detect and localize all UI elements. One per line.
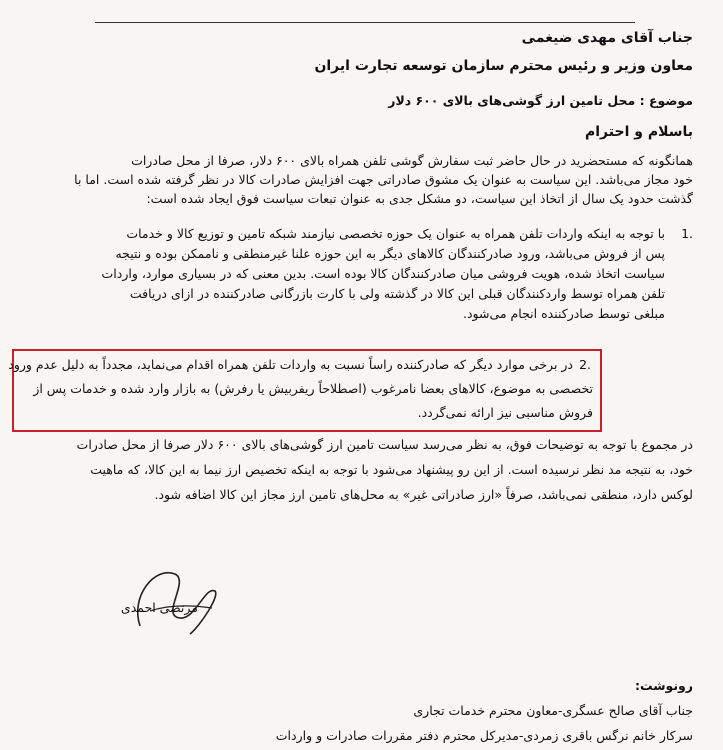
item1-number: 1. [681,226,693,241]
item1-line: با توجه به اینکه واردات تلفن همراه به عنوان یک حوزه تخصصی نیازمند شبکه تامین و توزیع کالا و خدمات [126,226,665,241]
item2-line: تخصصی به موضوع، کالاهای بعضا نامرغوب (اصطلاحاً ریفربیش یا رفرش) به بازار وارد شده و خدمات پس از [33,381,593,396]
top-divider [95,22,635,23]
conclusion-line: خود، به نتیجه مد نظر نرسیده است. از این رو پیشنهاد می‌شود با توجه به اینکه تخصیص ارز نیما به این کالا، که ماهیت [90,462,693,477]
item2-number: 2. [579,357,591,372]
item1-line: سیاست اتخاذ شده، هویت فروشی میان صادرکنندگان کالا بوده است. بدین معنی که در بسیاری موارد، واردات [101,266,665,281]
recipient-position: معاون وزیر و رئیس محترم سازمان توسعه تجارت ایران [314,58,693,74]
cc-label: رونوشت: [634,678,693,693]
item1-line: پس از فروش می‌باشد، ورود صادرکنندگان کالاهای دیگر به این حوزه علنا غیرمنطقی و ناممکن بوده و نتیجه [115,246,665,261]
item1-line: تلفن همراه توسط واردکنندگان قبلی این کالا در گذشته ولی با کارت بازرگانی صادرکننده در ازای دریافت [129,286,665,301]
item2-line: در برخی موارد دیگر که صادرکننده راساً نسبت به واردات تلفن همراه اقدام می‌نماید، مجدداً به دلیل عدم ورود [8,357,573,372]
cc-line: سرکار خانم نرگس باقری زمردی-مدیرکل محترم دفتر مقررات صادرات و واردات [275,728,693,743]
greeting: باسلام و احترام [585,124,693,140]
subject-line: موضوع : محل تامین ارز گوشی‌های بالای ۶۰۰ دلار [388,93,693,108]
signer-name: مرتضی احمدی [120,600,198,615]
item1-line: مبلغی توسط صادرکننده انجام می‌شود. [462,306,665,321]
intro-line: خود مجاز می‌باشد. این سیاست به عنوان یک مشوق صادراتی جهت افزایش صادرات کالا در نظر گرفته شده است. اما با [74,172,693,187]
conclusion-line: لوکس دارد، منطقی نمی‌باشد، صرفاً «ارز صادراتی غیر» به محل‌های تامین ارز مجاز این کالا اضافه شود. [154,487,693,502]
recipient-name: جناب آقای مهدی ضیغمی [521,30,693,46]
intro-line: گذشت حدود یک سال از اتخاذ این سیاست، دو مشکل جدی به عنوان تبعات سیاست فوق ایجاد شده است: [146,191,693,206]
conclusion-line: در مجموع با توجه به توضیحات فوق، به نظر می‌رسد سیاست تامین ارز گوشی‌های بالای ۶۰۰ دلار صرفا از محل صادرات [76,437,693,452]
item2-line: فروش مناسبی نیز ارائه نمی‌گردد. [417,405,593,420]
intro-line: همانگونه که مستحضرید در حال حاضر ثبت سفارش گوشی تلفن همراه بالای ۶۰۰ دلار، صرفا از محل صادرات [131,153,693,168]
cc-line: جناب آقای صالح عسگری-معاون محترم خدمات تجاری [413,703,693,718]
